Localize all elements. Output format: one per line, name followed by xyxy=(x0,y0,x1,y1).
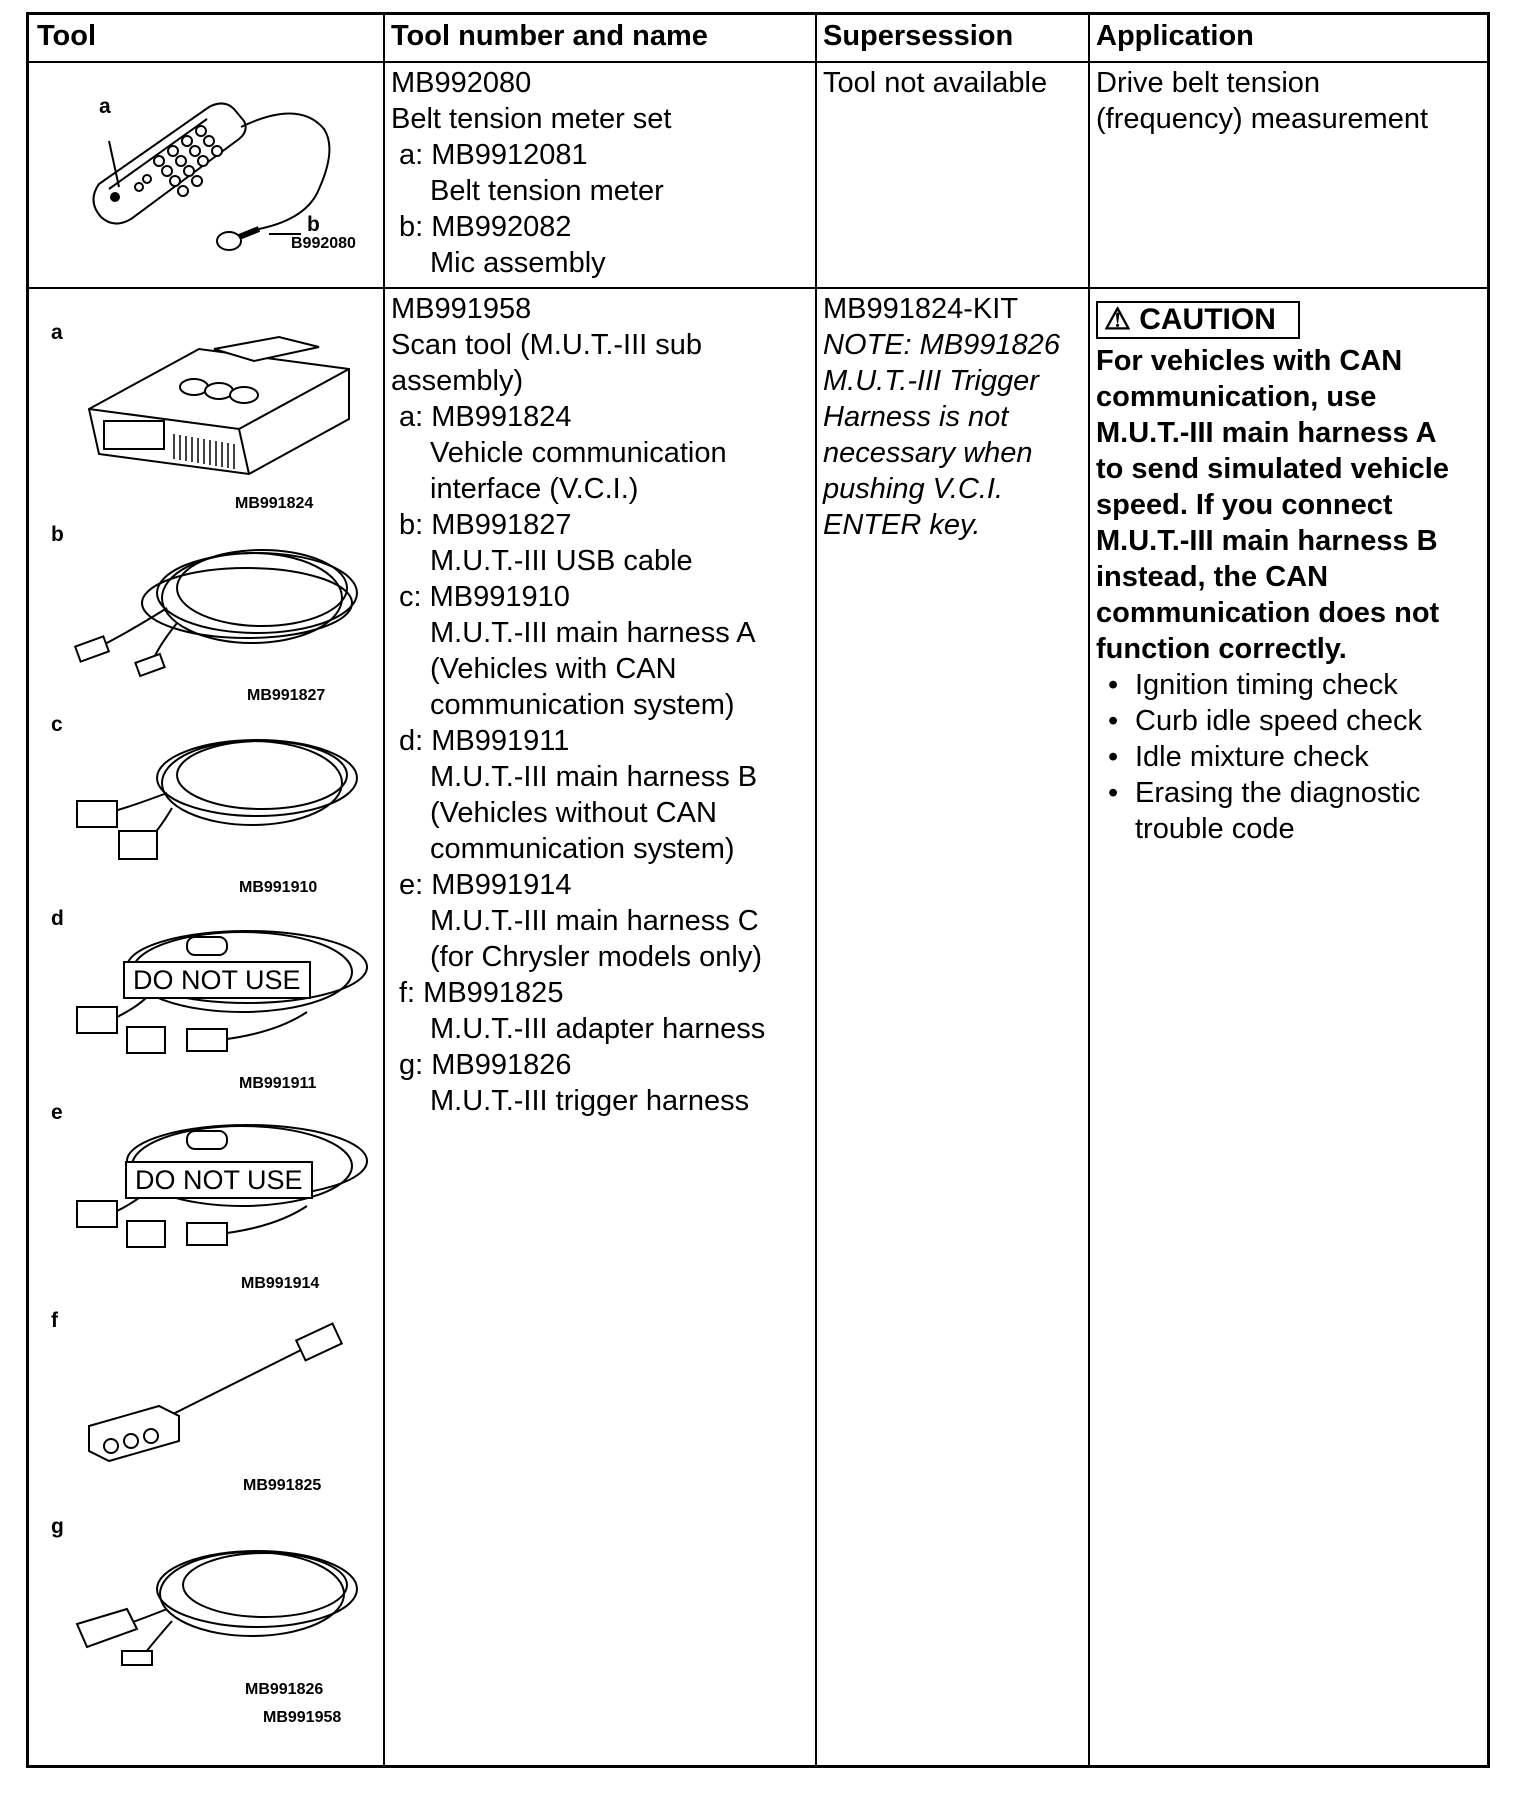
component-c-name: M.U.T.-III main harness A xyxy=(430,617,756,649)
component-b-name: M.U.T.-III USB cable xyxy=(430,545,693,577)
column-divider xyxy=(815,15,817,1765)
component-e-name: (for Chrysler models only) xyxy=(430,941,762,973)
illus-label-a: a xyxy=(99,95,111,118)
caution-text: function correctly. xyxy=(1096,633,1347,665)
header-supersession: Supersession xyxy=(823,20,1014,52)
illus-number: MB991826 xyxy=(245,1681,324,1698)
caution-text: For vehicles with CAN xyxy=(1096,345,1403,377)
component-a-number: a: MB991824 xyxy=(399,401,572,433)
supersession-text: Tool not available xyxy=(823,67,1048,99)
row2-tool-number-cell xyxy=(391,291,811,1119)
application-item: • Curb idle speed check xyxy=(1096,703,1488,739)
component-c-name: (Vehicles with CAN xyxy=(430,653,677,685)
illus-number: MB991825 xyxy=(243,1477,322,1494)
caution-text: to send simulated vehicle xyxy=(1096,453,1449,485)
component-b-number: b: MB992082 xyxy=(399,211,572,243)
application-item: • Erasing the diagnostic xyxy=(1096,775,1488,811)
application-line: (frequency) measurement xyxy=(1096,103,1429,135)
component-a-number: a: MB9912081 xyxy=(399,139,588,171)
component-f-number: f: MB991825 xyxy=(399,977,564,1009)
illus-label-d: d xyxy=(51,907,64,930)
tool-number: MB992080 xyxy=(391,67,532,99)
component-g-name: M.U.T.-III trigger harness xyxy=(430,1085,750,1117)
component-b-name: Mic assembly xyxy=(430,247,606,279)
column-divider xyxy=(383,15,385,1765)
row1-tool-cell xyxy=(29,63,383,287)
illus-number: MB991824 xyxy=(235,495,314,512)
header-tool-number: Tool number and name xyxy=(391,20,708,52)
row2-supersession-cell xyxy=(823,291,1085,543)
adapter-harness-illustration xyxy=(69,1321,369,1471)
do-not-use-stamp: DO NOT USE xyxy=(125,1161,313,1199)
header-application: Application xyxy=(1096,20,1254,52)
row1-supersession-cell xyxy=(823,65,1083,101)
supersession-note: NOTE: MB991826 xyxy=(823,329,1060,361)
component-d-name: (Vehicles without CAN xyxy=(430,797,717,829)
component-c-number: c: MB991910 xyxy=(399,581,570,613)
illus-number: MB991827 xyxy=(247,687,326,704)
component-a-name: interface (V.C.I.) xyxy=(430,473,639,505)
caution-badge: ⚠ CAUTION xyxy=(1096,301,1300,339)
row1-tool-number-cell xyxy=(391,65,811,281)
belt-tension-meter-illustration xyxy=(69,79,369,259)
component-g-number: g: MB991826 xyxy=(399,1049,572,1081)
supersession-kit: MB991824-KIT xyxy=(823,293,1019,325)
main-harness-a-illustration xyxy=(57,723,377,873)
caution-text: communication does not xyxy=(1096,597,1440,629)
application-list xyxy=(1096,667,1488,811)
caution-text: instead, the CAN xyxy=(1096,561,1329,593)
special-tools-table xyxy=(26,12,1490,1768)
component-b-number: b: MB991827 xyxy=(399,509,572,541)
vci-illustration xyxy=(79,329,369,479)
illus-label-b: b xyxy=(307,213,320,236)
illus-label-a: a xyxy=(51,321,63,344)
component-d-name: M.U.T.-III main harness B xyxy=(430,761,758,793)
application-item: • Ignition timing check xyxy=(1096,667,1488,703)
column-divider xyxy=(1088,15,1090,1765)
component-f-name: M.U.T.-III adapter harness xyxy=(430,1013,766,1045)
illus-number: MB991911 xyxy=(239,1075,317,1092)
tool-name: Belt tension meter set xyxy=(391,103,672,135)
component-e-name: M.U.T.-III main harness C xyxy=(430,905,759,937)
caution-text: M.U.T.-III main harness B xyxy=(1096,525,1438,557)
caution-text: speed. If you connect xyxy=(1096,489,1393,521)
caution-text: M.U.T.-III main harness A xyxy=(1096,417,1437,449)
illus-label-c: c xyxy=(51,713,63,736)
illus-number: B992080 xyxy=(291,235,356,252)
caution-text: communication, use xyxy=(1096,381,1377,413)
illus-label-b: b xyxy=(51,523,64,546)
component-c-name: communication system) xyxy=(430,689,735,721)
usb-cable-illustration xyxy=(57,523,377,683)
row2-application-cell xyxy=(1096,291,1488,847)
component-e-number: e: MB991914 xyxy=(399,869,572,901)
application-item: • Idle mixture check xyxy=(1096,739,1488,775)
illus-label-g: g xyxy=(51,1515,64,1538)
supersession-note: necessary when xyxy=(823,437,1033,469)
do-not-use-stamp: DO NOT USE xyxy=(123,961,311,999)
supersession-note: M.U.T.-III Trigger xyxy=(823,365,1039,397)
illus-label-e: e xyxy=(51,1101,63,1124)
illus-label-f: f xyxy=(51,1309,58,1332)
header-tool: Tool xyxy=(37,20,97,52)
illus-number: MB991910 xyxy=(239,879,318,896)
trigger-harness-illustration xyxy=(57,1529,377,1679)
component-d-number: d: MB991911 xyxy=(399,725,570,757)
supersession-note: ENTER key. xyxy=(823,509,981,541)
component-d-name: communication system) xyxy=(430,833,735,865)
row1-application-cell xyxy=(1096,65,1486,137)
row2-tool-cell xyxy=(29,289,383,1765)
application-line: Drive belt tension xyxy=(1096,67,1321,99)
set-number: MB991958 xyxy=(263,1709,342,1726)
component-a-name: Vehicle communication xyxy=(430,437,727,469)
tool-number: MB991958 xyxy=(391,293,532,325)
supersession-note: Harness is not xyxy=(823,401,1009,433)
supersession-note: pushing V.C.I. xyxy=(823,473,1004,505)
component-a-name: Belt tension meter xyxy=(430,175,664,207)
application-item-continued: trouble code xyxy=(1135,813,1295,845)
tool-name: assembly) xyxy=(391,365,524,397)
illus-number: MB991914 xyxy=(241,1275,320,1292)
tool-name: Scan tool (M.U.T.-III sub xyxy=(391,329,703,361)
